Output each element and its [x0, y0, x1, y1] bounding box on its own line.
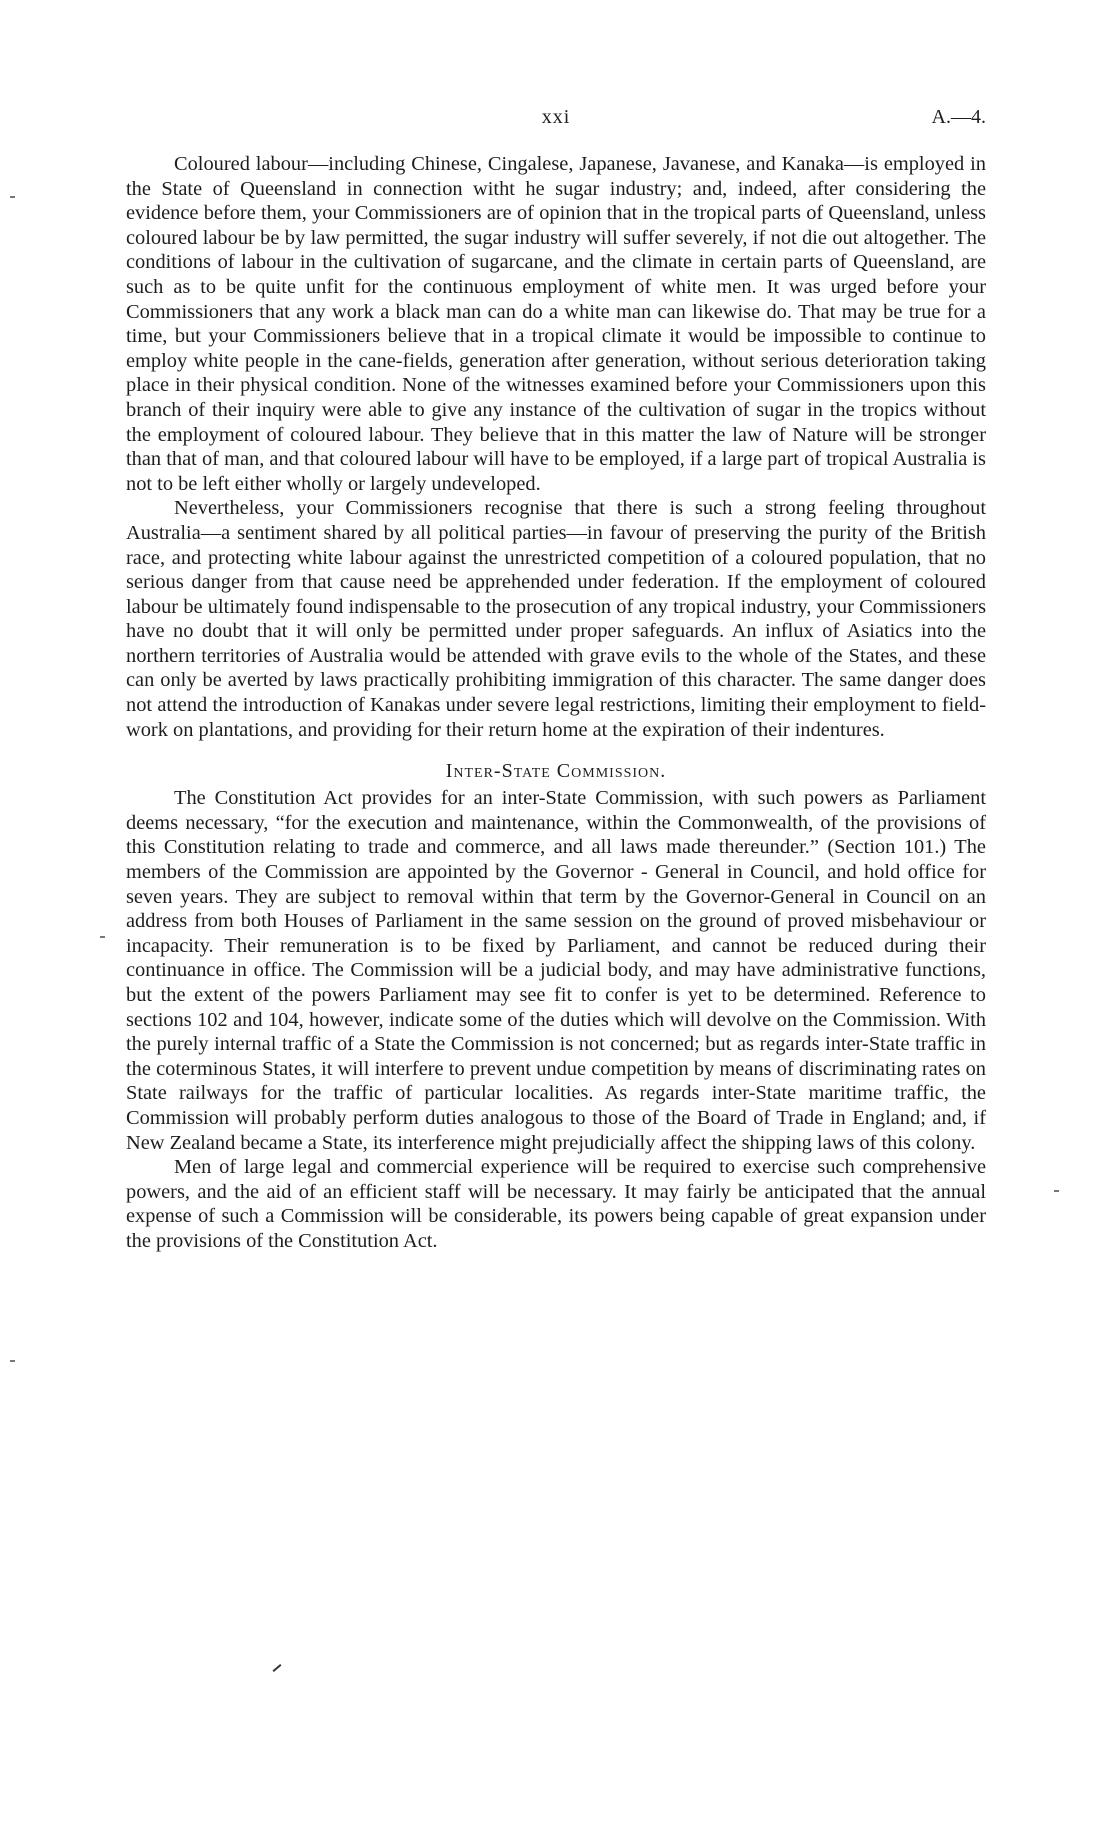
section-heading-inter-state-commission: Inter-State Commission. — [445, 760, 667, 783]
margin-speck — [10, 196, 15, 198]
pen-mark — [273, 1664, 282, 1672]
paragraph-constitution-act: The Constitution Act provides for an inter-State Commission, with such powers as Parliament deems necessary, “for the execution and maintenance, within the Commonwealth, of the provisions of this Constitution relating to trade and commerce, and all laws made thereunder.” (Section 101.) The members of the Commission are appointed by the Governor - General in Council, and hold office for seven years. They are subject to removal within that term by the Governor-General in Council on an address from both Houses of Parliament in the same session on the ground of proved misbehaviour or incapacity. Their remuneration is to be fixed by Parliament, and cannot be reduced during their continuance in office. The Commission will be a judicial body, and may have administrative functions, but the extent of the powers Parliament may see fit to confer is yet to be determined. Reference to sections 102 and 104, however, indicate some of the duties which will devolve on the Commission. With the purely internal traffic of a State the Commission is not concerned; but as regards inter-State traffic in the coterminous States, it will interfere to prevent undue competition by means of discriminating rates on State railways for the traffic of particular localities. As regards inter-State maritime traffic, the Commission will probably perform duties analogous to those of the Board of Trade in England; and, if New Zealand became a State, its interference might prejudicially affect the shipping laws of this colony. — [126, 787, 986, 1154]
body-text — [126, 152, 986, 1254]
margin-speck — [100, 936, 105, 938]
page-header — [126, 106, 986, 136]
page-number: xxi — [541, 106, 571, 128]
paragraph-coloured-labour: Coloured labour—including Chinese, Cingalese, Japanese, Javanese, and Kanaka—is employed in the State of Queensland in connection witht he sugar industry; and, indeed, after considering the evidence before them, your Commissioners are of opinion that in the tropical parts of Queensland, unless coloured labour be by law permitted, the sugar industry will suffer severely, if not die out altogether. The conditions of labour in the cultivation of sugarcane, and the climate in certain parts of Queensland, are such as to be quite unfit for the continuous employment of white men. It was urged before your Commissioners that any work a black man can do a white man can likewise do. That may be true for a time, but your Commissioners believe that in a tropical climate it would be impossible to continue to employ white people in the cane-fields, generation after generation, without serious deterioration taking place in their physical condition. None of the witnesses examined before your Commissioners upon this branch of their inquiry were able to give any instance of the cultivation of sugar in the tropics without the employment of coloured labour. They believe that in this matter the law of Nature will be stronger than that of man, and that coloured labour will have to be employed, if a large part of tropical Australia is not to be left either wholly or largely undeveloped. — [126, 153, 986, 495]
paragraph-nevertheless: Nevertheless, your Commissioners recognise that there is such a strong feeling throughout Australia—a sentiment shared by all political parties—in favour of preserving the purity of the British race, and protecting white labour against the unrestricted competition of a coloured population, that no serious danger from that cause need be apprehended under federation. If the employment of coloured labour be ultimately found indispensable to the prosecution of any tropical industry, your Commissioners have no doubt that it will only be permitted under proper safeguards. An influx of Asiatics into the northern territories of Australia would be attended with grave evils to the whole of the States, and these can only be averted by laws practically prohibiting immigration of this character. The same danger does not attend the introduction of Kanakas under severe legal restrictions, limiting their employment to field-work on plantations, and providing for their return home at the expiration of their indentures. — [126, 497, 986, 741]
margin-speck — [1054, 1190, 1059, 1192]
margin-speck — [10, 1360, 15, 1362]
paragraph-men-of-large-experience: Men of large legal and commercial experience will be required to exercise such comprehensive powers, and the aid of an efficient staff will be necessary. It may fairly be anticipated that the annual expense of such a Commission will be considerable, its powers being capable of great expansion under the provisions of the Constitution Act. — [126, 1156, 986, 1252]
document-reference: A.—4. — [931, 106, 986, 128]
